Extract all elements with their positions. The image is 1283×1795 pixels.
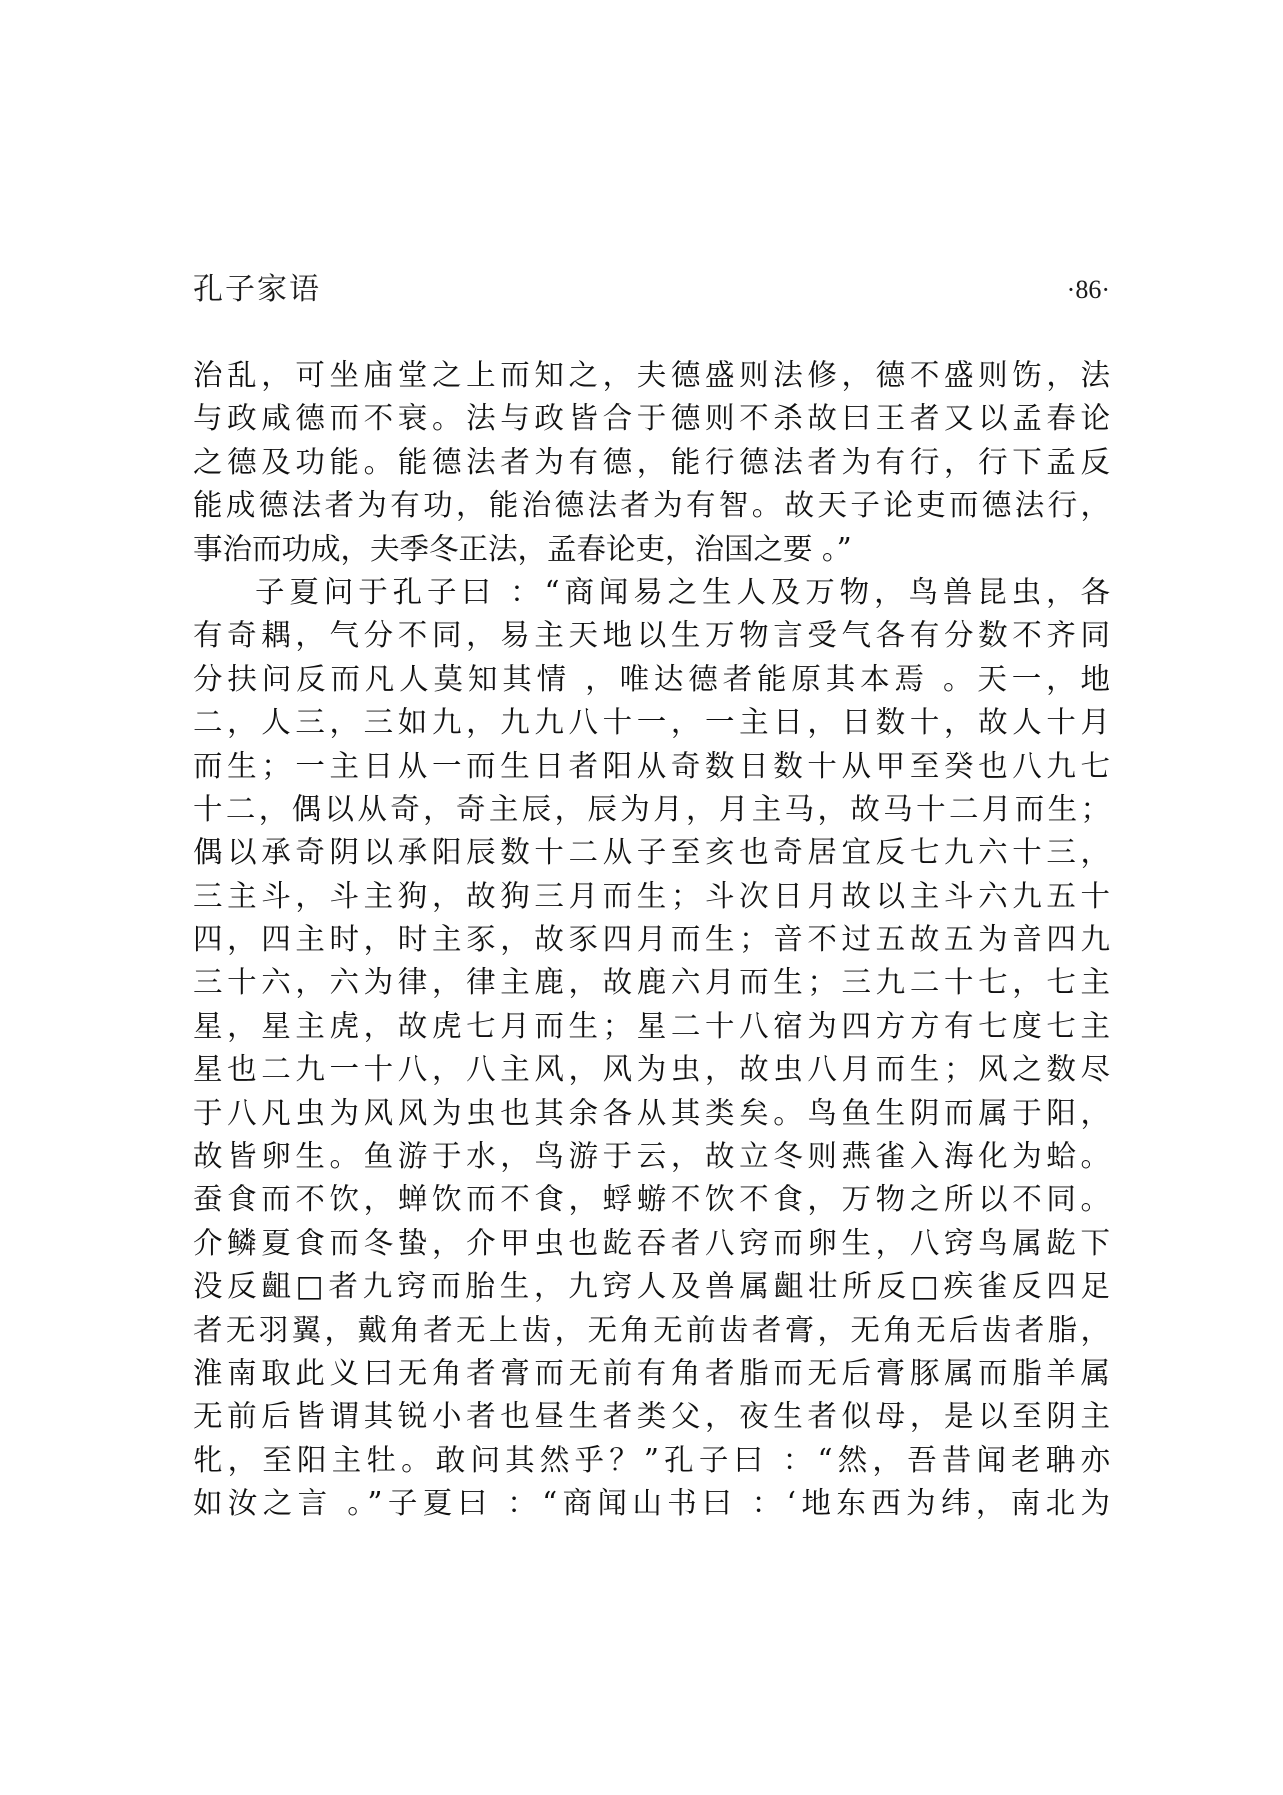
text-line: 无前后皆谓其锐小者也昼生者类父，夜生者似母，是以至阴主	[193, 1399, 1110, 1434]
text-line: 十二，偶以从奇，奇主辰，辰为月，月主马，故马十二月而生；	[193, 791, 1110, 826]
running-header	[193, 268, 1110, 312]
text-line: 淮南取此义曰无角者膏而无前有角者脂而无后膏豚属而脂羊属	[193, 1355, 1110, 1390]
text-line: 治乱，可坐庙堂之上而知之，夫德盛则法修，德不盛则饬，法	[193, 358, 1110, 392]
text-line: 能成德法者为有功，能治德法者为有智。故天子论吏而德法行，	[193, 488, 1110, 523]
text-line: 于八凡虫为风风为虫也其余各从其类矣。鸟鱼生阴而属于阳，	[193, 1095, 1110, 1130]
text-line: 而生；一主日从一而生日者阳从奇数日数十从甲至癸也八九七	[193, 748, 1110, 783]
text-line: 星，星主虎，故虎七月而生；星二十八宿为四方方有七度七主	[193, 1008, 1110, 1043]
text-line: 牝，至阳主牡。敢问其然乎？”孔子曰 ：“然，吾昔闻老聃亦	[193, 1442, 1110, 1477]
text-line: 偶以承奇阴以承阳辰数十二从子至亥也奇居宜反七九六十三，	[193, 835, 1110, 870]
text-line: 故皆卵生。鱼游于水，鸟游于云，故立冬则燕雀入海化为蛤。	[193, 1139, 1110, 1174]
text-line: 有奇耦，气分不同，易主天地以生万物言受气各有分数不齐同	[193, 618, 1110, 653]
text-line: 介鳞夏食而冬蛰，介甲虫也龁吞者八窍而卵生，八窍鸟属龁下	[193, 1225, 1110, 1260]
text-line: 四，四主时，时主豕，故豕四月而生；音不过五故五为音四九	[193, 922, 1110, 957]
text-line: 三十六，六为律，律主鹿，故鹿六月而生；三九二十七，七主	[193, 965, 1110, 1000]
text-line: 者无羽翼，戴角者无上齿，无角无前齿者膏，无角无后齿者脂，	[193, 1312, 1110, 1347]
text-line: 星也二九一十八，八主风，风为虫，故虫八月而生；风之数尽	[193, 1052, 1110, 1087]
text-line: 二，人三，三如九，九九八十一，一主日，日数十，故人十月	[193, 705, 1110, 740]
text-line: 没反齟□者九窍而胎生，九窍人及兽属齟壮所反□疾雀反四足	[193, 1269, 1110, 1304]
text-line: 如汝之言 。”子夏曰 ：“商闻山书曰 ：‘地东西为纬，南北为	[193, 1486, 1110, 1521]
text-line: 事治而功成，夫季冬正法，孟春论吏，治国之要 。”	[193, 531, 852, 566]
text-line: 与政咸德而不衰。法与政皆合于德则不杀故曰王者又以孟春论	[193, 401, 1110, 436]
text-line: 三主斗，斗主狗，故狗三月而生；斗次日月故以主斗六九五十	[193, 878, 1110, 913]
text-line: 分扶问反而凡人莫知其情 ，唯达德者能原其本焉 。天一，地	[193, 661, 1110, 696]
body-text	[193, 354, 1110, 1526]
paragraph-start-line: 子夏问于孔子曰 ：“商闻易之生人及万物，鸟兽昆虫，各	[255, 574, 1110, 609]
book-title: 孔子家语	[193, 272, 321, 307]
page-number: ·86·	[1066, 275, 1110, 304]
text-line: 蚕食而不饮，蝉饮而不食，蜉蝣不饮不食，万物之所以不同。	[193, 1182, 1110, 1217]
text-line: 之德及功能。能德法者为有德，能行德法者为有行，行下孟反	[193, 444, 1110, 479]
